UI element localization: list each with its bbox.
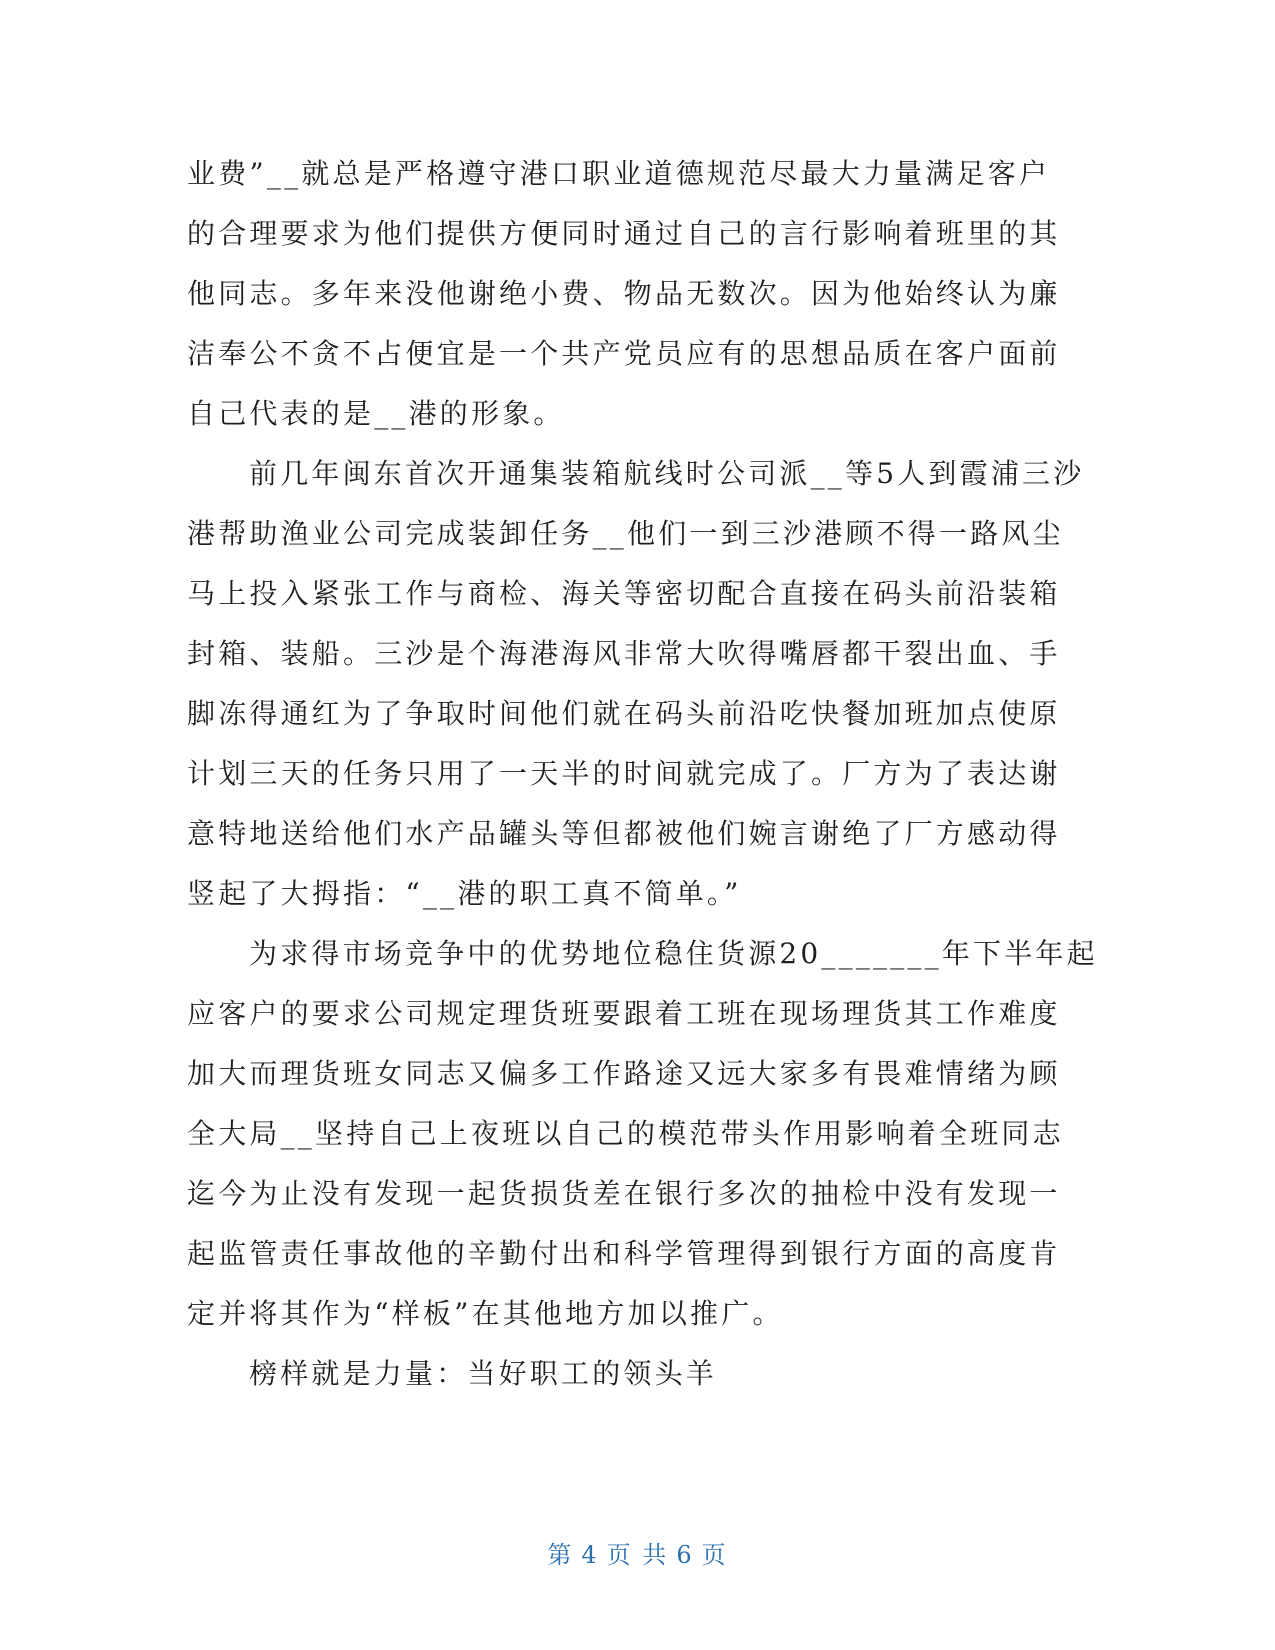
total-pages-number: 6: [676, 1541, 694, 1569]
text-line: 业费”__就总是严格遵守港口职业道德规范尽最大力量满足客户: [187, 157, 1051, 190]
footer-prefix: 第: [547, 1541, 574, 1569]
text-line: 竖起了大拇指：“__港的职工真不简单。”: [187, 877, 742, 910]
footer-middle: 页 共: [606, 1541, 669, 1569]
paragraph-3: [187, 924, 1098, 1344]
document-body: [187, 144, 1098, 1404]
text-line: 全大局__坚持自己上夜班以自己的模范带头作用影响着全班同志: [187, 1117, 1064, 1150]
section-heading: 榜样就是力量：当好职工的领头羊: [249, 1357, 718, 1390]
paragraph-4-heading: [187, 1344, 1047, 1404]
text-line: 为求得市场竞争中的优势地位稳住货源20_______年下半年起: [249, 937, 1098, 970]
text-line: 港帮助渔业公司完成装卸任务__他们一到三沙港顾不得一路风尘: [187, 517, 1064, 550]
text-line: 迄今为止没有发现一起货损货差在银行多次的抽检中没有发现一: [187, 1177, 1061, 1210]
text-line: 计划三天的任务只用了一天半的时间就完成了。厂方为了表达谢: [187, 757, 1061, 790]
text-line: 应客户的要求公司规定理货班要跟着工班在现场理货其工作难度: [187, 997, 1061, 1030]
page-footer: [0, 1535, 1275, 1570]
text-line: 洁奉公不贪不占便宜是一个共产党员应有的思想品质在客户面前: [187, 337, 1061, 370]
text-line: 定并将其作为“样板”在其他地方加以推广。: [187, 1297, 784, 1330]
current-page-number: 4: [581, 1541, 599, 1569]
text-line: 起监管责任事故他的辛勤付出和科学管理得到银行方面的高度肯: [187, 1237, 1061, 1270]
paragraph-1: [187, 144, 1061, 444]
text-line: 马上投入紧张工作与商检、海关等密切配合直接在码头前沿装箱: [187, 577, 1061, 610]
text-line: 的合理要求为他们提供方便同时通过自己的言行影响着班里的其: [187, 217, 1061, 250]
text-line: 脚冻得通红为了争取时间他们就在码头前沿吃快餐加班加点使原: [187, 697, 1061, 730]
text-line: 他同志。多年来没他谢绝小费、物品无数次。因为他始终认为廉: [187, 277, 1061, 310]
text-line: 自己代表的是__港的形象。: [187, 397, 565, 430]
text-line: 封箱、装船。三沙是个海港海风非常大吹得嘴唇都干裂出血、手: [187, 637, 1061, 670]
text-line: 前几年闽东首次开通集装箱航线时公司派__等5人到霞浦三沙: [249, 457, 1085, 490]
paragraph-2: [187, 444, 1085, 924]
text-line: 意特地送给他们水产品罐头等但都被他们婉言谢绝了厂方感动得: [187, 817, 1061, 850]
footer-suffix: 页: [701, 1541, 728, 1569]
text-line: 加大而理货班女同志又偏多工作路途又远大家多有畏难情绪为顾: [187, 1057, 1061, 1090]
